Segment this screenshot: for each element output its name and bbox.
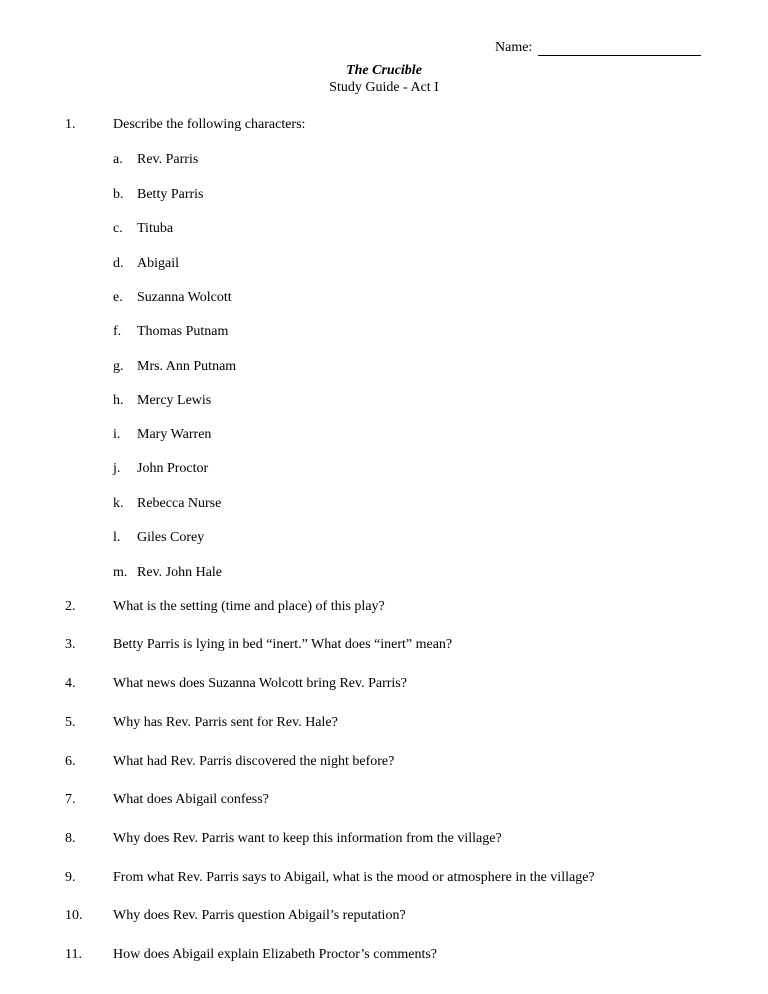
character-name: Betty Parris	[137, 187, 204, 202]
character-letter: b.	[113, 187, 124, 202]
character-name: Mary Warren	[137, 427, 212, 442]
character-letter: i.	[113, 427, 121, 442]
question-number: 7.	[65, 792, 76, 807]
question-text: What news does Suzanna Wolcott bring Rev. Parris?	[113, 676, 407, 691]
question-text: From what Rev. Parris says to Abigail, what is the mood or atmosphere in the village?	[113, 870, 595, 885]
character-letter: g.	[113, 359, 124, 374]
question-text: What had Rev. Parris discovered the night before?	[113, 754, 395, 769]
character-letter: h.	[113, 393, 124, 408]
character-letter: a.	[113, 152, 123, 167]
question-text: Betty Parris is lying in bed “inert.” What does “inert” mean?	[113, 637, 453, 652]
document-subtitle: Study Guide - Act I	[329, 80, 439, 95]
name-label: Name:	[495, 40, 533, 55]
question-number: 11.	[65, 947, 82, 962]
character-letter: j.	[113, 461, 121, 476]
character-name: Rev. John Hale	[137, 565, 223, 580]
question-text: Describe the following characters:	[113, 117, 306, 132]
character-name: Rev. Parris	[137, 152, 199, 167]
character-letter: l.	[113, 530, 121, 545]
question-number: 8.	[65, 831, 76, 846]
character-name: Giles Corey	[137, 530, 205, 545]
question-number: 3.	[65, 637, 76, 652]
question-text: What is the setting (time and place) of this play?	[113, 599, 385, 614]
character-letter: k.	[113, 496, 124, 511]
name-field	[0, 40, 768, 60]
character-name: Mrs. Ann Putnam	[137, 359, 237, 374]
character-name: Thomas Putnam	[137, 324, 229, 339]
question-number: 5.	[65, 715, 76, 730]
character-letter: c.	[113, 221, 123, 236]
question-text: How does Abigail explain Elizabeth Proctor’s comments?	[113, 947, 438, 962]
character-name: Rebecca Nurse	[137, 496, 222, 511]
question-text: Why has Rev. Parris sent for Rev. Hale?	[113, 715, 338, 730]
name-blank-line	[538, 55, 701, 56]
question-number: 6.	[65, 754, 76, 769]
question-number: 4.	[65, 676, 76, 691]
question-number: 1.	[65, 117, 76, 132]
document-title: The Crucible	[346, 63, 422, 78]
question-text: Why does Rev. Parris want to keep this information from the village?	[113, 831, 502, 846]
question-text: Why does Rev. Parris question Abigail’s reputation?	[113, 908, 406, 923]
character-name: Mercy Lewis	[137, 393, 212, 408]
question-number: 10.	[65, 908, 83, 923]
question-text: What does Abigail confess?	[113, 792, 269, 807]
question-number: 2.	[65, 599, 76, 614]
character-name: Tituba	[137, 221, 174, 236]
character-letter: e.	[113, 290, 123, 305]
character-name: John Proctor	[137, 461, 209, 476]
question-number: 9.	[65, 870, 76, 885]
character-letter: d.	[113, 256, 124, 271]
character-letter: m.	[113, 565, 128, 580]
character-name: Suzanna Wolcott	[137, 290, 232, 305]
character-letter: f.	[113, 324, 122, 339]
character-name: Abigail	[137, 256, 179, 271]
